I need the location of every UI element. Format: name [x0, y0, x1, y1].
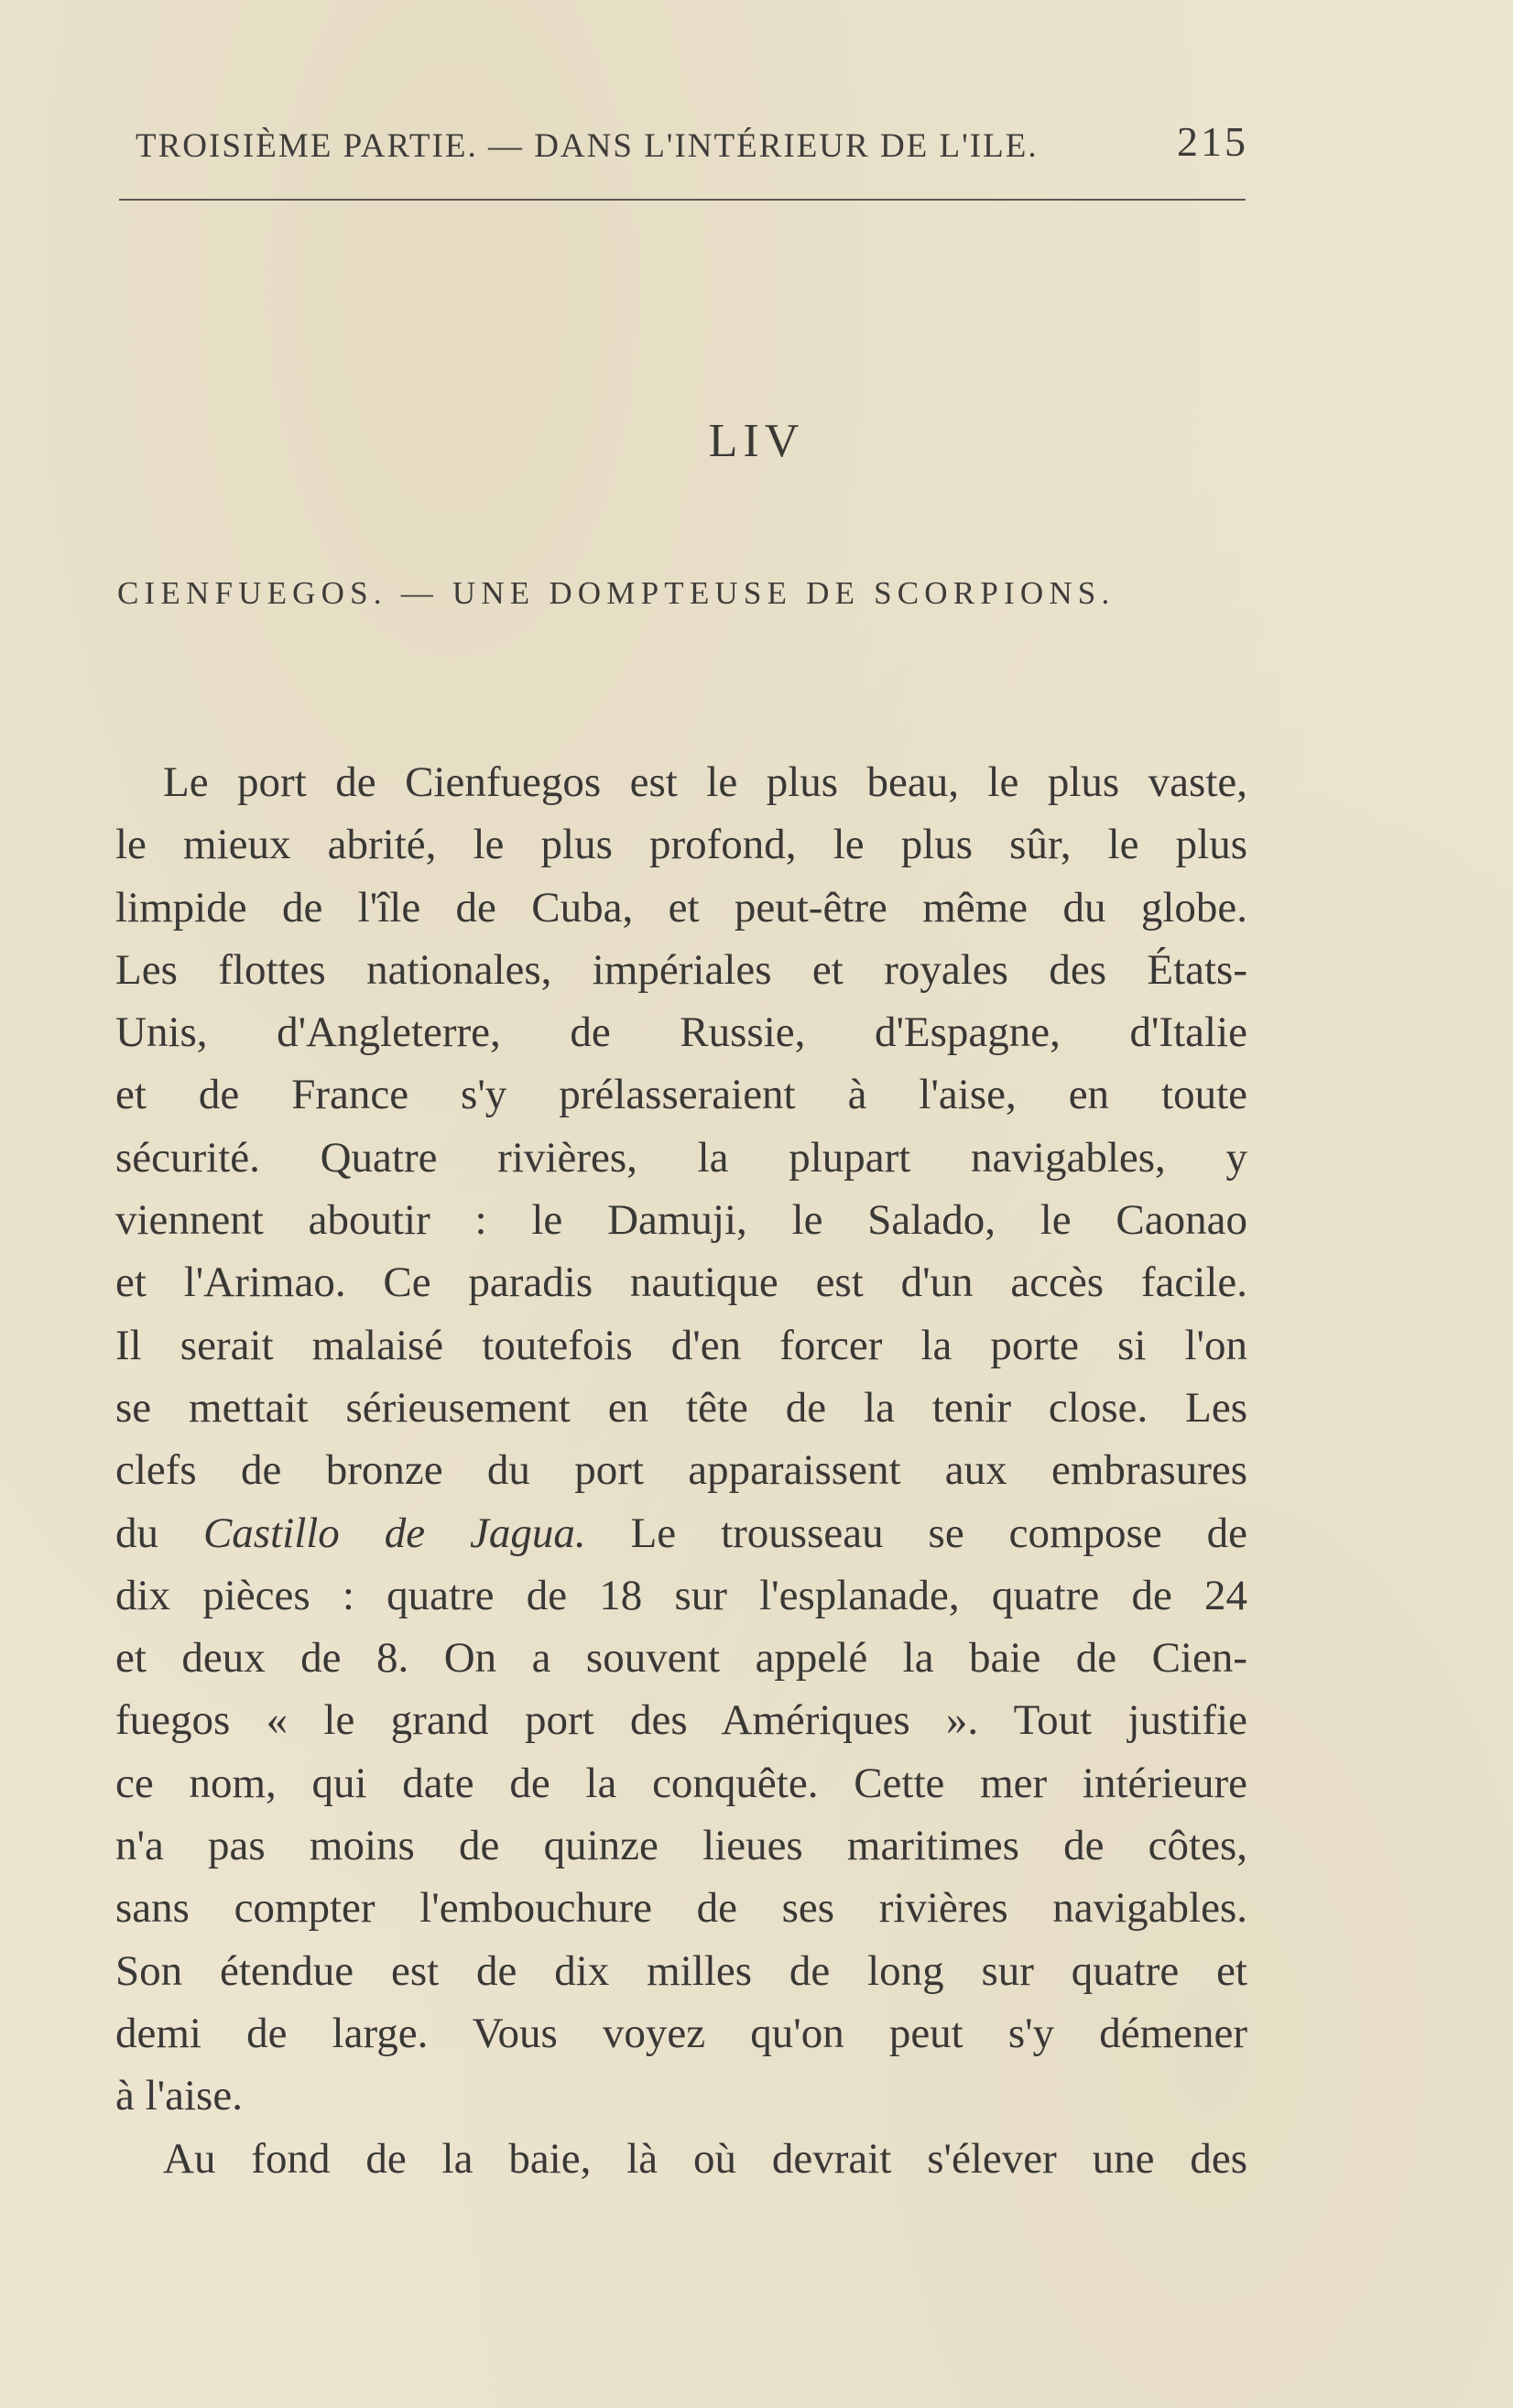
chapter-number: LIV — [708, 415, 805, 467]
text-line: Unis, d'Angleterre, de Russie, d'Espagne, d'Italie — [115, 1008, 1247, 1057]
text-line: le mieux abrité, le plus profond, le plus sûr, le plus — [115, 821, 1247, 869]
text-line: Les flottes nationales, impériales et royales des États- — [115, 945, 1247, 994]
text-line: et l'Arimao. Ce paradis nautique est d'un accès facile. — [115, 1258, 1247, 1307]
running-head-text: TROISIÈME PARTIE. — DANS L'INTÉRIEUR DE L'ILE. — [136, 127, 1039, 165]
text-line: demi de large. Vous voyez qu'on peut s'y démener — [115, 2009, 1247, 2057]
text-line: Son étendue est de dix milles de long sur quatre et — [115, 1946, 1247, 1995]
text-line: Le port de Cienfuegos est le plus beau, le plus vaste, — [163, 758, 1247, 806]
text-line: fuegos « le grand port des Amériques ». Tout justifie — [115, 1696, 1247, 1745]
text-fragment: Le trousseau se compose de — [630, 1509, 1247, 1557]
text-line: dix pièces : quatre de 18 sur l'esplanade, quatre de 24 — [115, 1571, 1247, 1619]
chapter-title: CIENFUEGOS. — UNE DOMPTEUSE DE SCORPIONS. — [117, 575, 1116, 611]
text-line: viennent aboutir : le Damuji, le Salado, le Caonao — [115, 1196, 1247, 1245]
text-fragment: du — [115, 1509, 158, 1557]
page-number: 215 — [1177, 118, 1248, 165]
text-line: limpide de l'île de Cuba, et peut-être même du globe. — [115, 883, 1247, 932]
text-line: sans compter l'embouchure de ses rivières navigables. — [115, 1884, 1247, 1933]
text-line: Au fond de la baie, là où devrait s'élever une des — [163, 2134, 1247, 2183]
text-line: ce nom, qui date de la conquête. Cette mer intérieure — [115, 1759, 1247, 1807]
text-line: Il serait malaisé toutefois d'en forcer la porte si l'on — [115, 1321, 1247, 1369]
text-line: clefs de bronze du port apparaissent aux embrasures — [115, 1446, 1247, 1495]
text-line: et deux de 8. On a souvent appelé la baie de Cien- — [115, 1634, 1247, 1683]
running-head — [136, 117, 1248, 172]
text-line: à l'aise. — [115, 2072, 243, 2120]
body-text — [115, 751, 1247, 2190]
text-line: se mettait sérieusement en tête de la tenir close. Les — [115, 1383, 1247, 1432]
text-line: et de France s'y prélasseraient à l'aise, en toute — [115, 1071, 1247, 1119]
text-line-castillo — [115, 1502, 1247, 1564]
italic-place-name: Castillo de Jagua. — [202, 1509, 586, 1557]
text-line: sécurité. Quatre rivières, la plupart navigables, y — [115, 1133, 1247, 1182]
header-rule — [119, 199, 1246, 201]
text-line: n'a pas moins de quinze lieues maritimes de côtes, — [115, 1822, 1247, 1870]
